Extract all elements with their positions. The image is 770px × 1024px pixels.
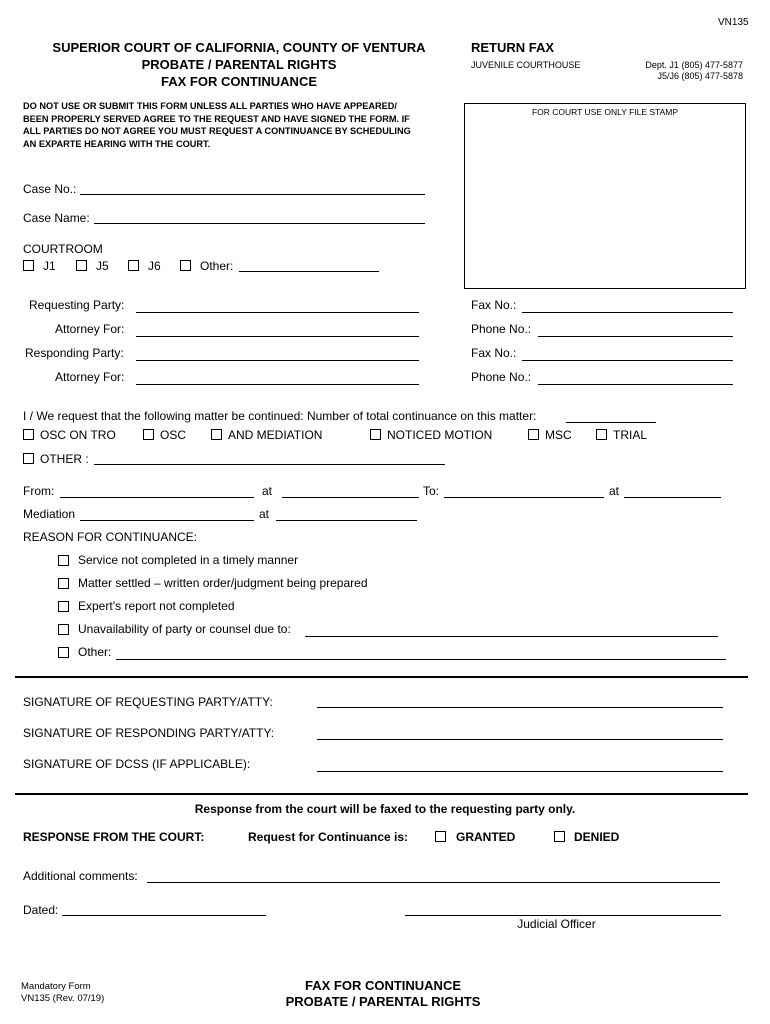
case-no-label: Case No.: (23, 182, 77, 196)
mediation-date-field[interactable] (80, 520, 254, 521)
courtroom-label: COURTROOM (23, 242, 103, 256)
phone-no-1-label: Phone No.: (471, 322, 532, 336)
attorney-for-2-label: Attorney For: (55, 370, 125, 384)
courtroom-other-field[interactable] (239, 271, 379, 272)
denied-label: DENIED (574, 830, 620, 844)
mediation-time-field[interactable] (276, 520, 417, 521)
fax-no-2-field[interactable] (522, 360, 733, 361)
sig-responding-field[interactable] (317, 739, 723, 740)
other-matter-field[interactable] (94, 464, 445, 465)
osc-on-tro-label: OSC ON TRO (40, 428, 116, 442)
reason-service-label: Service not completed in a timely manner (78, 553, 299, 567)
courtroom-j5-label: J5 (96, 259, 109, 273)
court-name: SUPERIOR COURT OF CALIFORNIA, COUNTY OF VENTURA (52, 40, 426, 55)
form-id: VN135 (718, 17, 749, 28)
to-at-label: at (609, 484, 620, 498)
fax-no-1-label: Fax No.: (471, 298, 517, 312)
form-title: FAX FOR CONTINUANCE (161, 74, 317, 89)
dept-j1-fax: Dept. J1 (805) 477-5877 (645, 60, 743, 70)
return-fax-heading: RETURN FAX (471, 40, 555, 55)
mandatory-form-label: Mandatory Form (21, 981, 91, 992)
sig-dcss-field[interactable] (317, 771, 723, 772)
reason-unavailability-field[interactable] (305, 636, 718, 637)
msc-checkbox[interactable] (528, 429, 539, 440)
courtroom-j1-checkbox[interactable] (23, 260, 34, 271)
phone-no-2-field[interactable] (538, 384, 733, 385)
case-no-field[interactable] (80, 194, 425, 195)
sig-dcss-label: SIGNATURE OF DCSS (IF APPLICABLE): (23, 757, 251, 771)
dated-field[interactable] (62, 915, 266, 916)
other-matter-checkbox[interactable] (23, 453, 34, 464)
dated-label: Dated: (23, 903, 59, 917)
from-at-label: at (262, 484, 273, 498)
footer-title: FAX FOR CONTINUANCE (305, 978, 461, 993)
footer-subtitle: PROBATE / PARENTAL RIGHTS (285, 994, 481, 1009)
trial-label: TRIAL (613, 428, 648, 442)
fax-no-2-label: Fax No.: (471, 346, 517, 360)
judicial-officer-label: Judicial Officer (517, 917, 596, 931)
osc-on-tro-checkbox[interactable] (23, 429, 34, 440)
request-is-label: Request for Continuance is: (248, 830, 409, 844)
courtroom-other-checkbox[interactable] (180, 260, 191, 271)
responding-party-label: Responding Party: (25, 346, 124, 360)
case-name-field[interactable] (94, 223, 425, 224)
reason-expert-label: Expert’s report not completed (78, 599, 235, 613)
reason-other-field[interactable] (116, 659, 726, 660)
sig-requesting-label: SIGNATURE OF REQUESTING PARTY/ATTY: (23, 695, 273, 709)
requesting-party-label: Requesting Party: (29, 298, 125, 312)
reason-heading: REASON FOR CONTINUANCE: (23, 530, 198, 544)
noticed-motion-checkbox[interactable] (370, 429, 381, 440)
dept-j5j6-fax: J5/J6 (805) 477-5878 (657, 71, 743, 81)
court-division: PROBATE / PARENTAL RIGHTS (141, 57, 337, 72)
msc-label: MSC (545, 428, 572, 442)
courthouse-name: JUVENILE COURTHOUSE (471, 60, 581, 70)
courtroom-j6-label: J6 (148, 259, 161, 273)
reason-settled-label: Matter settled – written order/judgment being prepared (78, 576, 368, 590)
responding-party-field[interactable] (136, 360, 419, 361)
reason-other-checkbox[interactable] (58, 647, 69, 658)
and-mediation-checkbox[interactable] (211, 429, 222, 440)
trial-checkbox[interactable] (596, 429, 607, 440)
response-notice: Response from the court will be faxed to the requesting party only. (194, 802, 576, 816)
reason-other-label: Other: (78, 645, 112, 659)
reason-service-checkbox[interactable] (58, 555, 69, 566)
fax-no-1-field[interactable] (522, 312, 733, 313)
reason-unavailability-checkbox[interactable] (58, 624, 69, 635)
granted-label: GRANTED (456, 830, 516, 844)
denied-checkbox[interactable] (554, 831, 565, 842)
file-stamp-label: FOR COURT USE ONLY FILE STAMP (531, 107, 679, 117)
comments-field[interactable] (147, 882, 720, 883)
continuance-request-statement: I / We request that the following matter be continued: Number of total continuance on this matter: (23, 409, 537, 423)
requesting-party-field[interactable] (136, 312, 419, 313)
other-matter-label: OTHER : (40, 452, 89, 466)
attorney-for-2-field[interactable] (136, 384, 419, 385)
noticed-motion-label: NOTICED MOTION (387, 428, 493, 442)
section-divider-1 (15, 676, 748, 678)
courtroom-j5-checkbox[interactable] (76, 260, 87, 271)
from-date-field[interactable] (60, 497, 254, 498)
judicial-officer-signature-field[interactable] (405, 915, 721, 916)
to-date-field[interactable] (444, 497, 604, 498)
reason-unavailability-label: Unavailability of party or counsel due to: (78, 622, 291, 636)
phone-no-1-field[interactable] (538, 336, 733, 337)
file-stamp-box (464, 103, 746, 289)
phone-no-2-label: Phone No.: (471, 370, 532, 384)
sig-responding-label: SIGNATURE OF RESPONDING PARTY/ATTY: (23, 726, 275, 740)
osc-checkbox[interactable] (143, 429, 154, 440)
from-label: From: (23, 484, 55, 498)
continuance-count-field[interactable] (566, 422, 656, 423)
form-revision-label: VN135 (Rev. 07/19) (21, 993, 105, 1004)
warning-notice: DO NOT USE OR SUBMIT THIS FORM UNLESS ALL PARTIES WHO HAVE APPEARED/ BEEN PROPERLY SERVED AGREE TO THE REQUEST AND HAVE SIGNED THE FORM. IF ALL PARTIES DO NOT AGREE YOU MUST REQUEST A CONTINUANCE BY SCHEDULING AN EXPARTE HEARING WITH THE COURT. (23, 101, 411, 149)
osc-label: OSC (160, 428, 187, 442)
courtroom-j1-label: J1 (43, 259, 56, 273)
attorney-for-1-label: Attorney For: (55, 322, 125, 336)
reason-expert-checkbox[interactable] (58, 601, 69, 612)
attorney-for-1-field[interactable] (136, 336, 419, 337)
courtroom-other-label: Other: (200, 259, 234, 273)
sig-requesting-field[interactable] (317, 707, 723, 708)
response-label: RESPONSE FROM THE COURT: (23, 830, 205, 844)
to-time-field[interactable] (624, 497, 721, 498)
to-label: To: (423, 484, 440, 498)
and-mediation-label: AND MEDIATION (228, 428, 323, 442)
section-divider-2 (15, 793, 748, 795)
mediation-at-label: at (259, 507, 270, 521)
comments-label: Additional comments: (23, 869, 138, 883)
from-time-field[interactable] (282, 497, 419, 498)
courtroom-j6-checkbox[interactable] (128, 260, 139, 271)
case-name-label: Case Name: (23, 211, 90, 225)
granted-checkbox[interactable] (435, 831, 446, 842)
reason-settled-checkbox[interactable] (58, 578, 69, 589)
mediation-label: Mediation (23, 507, 76, 521)
